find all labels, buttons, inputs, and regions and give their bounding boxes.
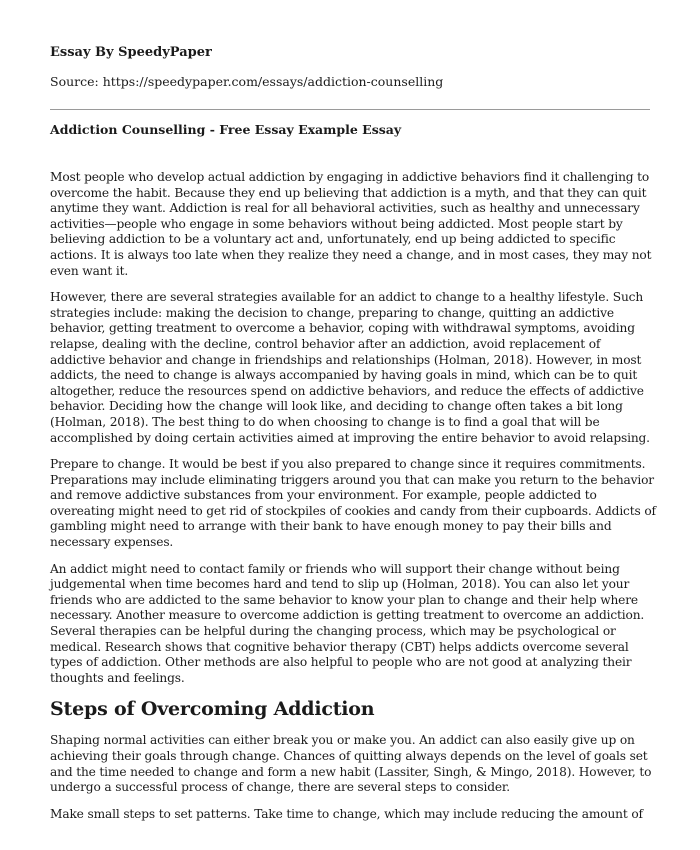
paragraph: Most people who develop actual addiction by engaging in addictive behaviors find it challenging to overcome the habit. Because they end up believing that addiction is a myth, and that they can quit anytime they want. Addiction is real for all behavioral activities, such as healthy and unnecessary activities—people who engage in some behaviors without being addicted. Most people start by believing addiction to be a voluntary act and, unfortunately, end up being addicted to specific actions. It is always too late when they realize they need a change, and in most cases, they may not even want it. [50, 170, 652, 278]
paragraph: Shaping normal activities can either break you or make you. An addict can also easily give up on achieving their goals through change. Chances of quitting always depends on the level of goals set and the time needed to change and form a new habit (Lassiter, Singh, & Mingo, 2018). However, to undergo a successful process of change, there are several steps to consider. [50, 733, 652, 795]
source-line: Source: https://speedypaper.com/essays/addiction-counselling [50, 74, 444, 89]
paragraph: Prepare to change. It would be best if you also prepared to change since it requires commitments. Preparations may include eliminating triggers around you that can make you return to the behavior and remove addictive substances from your environment. For example, people addicted to overeating might need to get rid of stockpiles of cookies and candy from their cupboards. Addicts of gambling might need to arrange with their bank to have enough money to pay their bills and necessary expenses. [50, 457, 656, 550]
paragraph: However, there are several strategies available for an addict to change to a healthy lifestyle. Such strategies include: making the decision to change, preparing to change, quitting an addictive behavior, getting treatment to overcome a behavior, coping with withdrawal symptoms, avoiding relapse, dealing with the decline, control behavior after an addiction, avoid replacement of addictive behavior and change in friendships and relationships (Holman, 2018). However, in most addicts, the need to change is always accompanied by having goals in mind, which can be to quit altogether, reduce the resources spend on addictive behaviors, and reduce the effects of addictive behavior. Deciding how the change will look like, and deciding to change often takes a bit long (Holman, 2018). The best thing to do when choosing to change is to find a goal that will be accomplished by doing certain activities aimed at improving the entire behavior to avoid relapsing. [50, 290, 650, 445]
section-heading: Steps of Overcoming Addiction [50, 698, 375, 721]
paragraph: Make small steps to set patterns. Take time to change, which may include reducing the amount of [50, 806, 643, 821]
paragraph: An addict might need to contact family or friends who will support their change without being judgemental when time becomes hard and tend to slip up (Holman, 2018). You can also let your friends who are addicted to the same behavior to know your plan to change and their help where necessary. Another measure to overcome addiction is getting treatment to overcome an addiction. Several therapies can be helpful during the changing process, which may be psychological or medical. Research shows that cognitive behavior therapy (CBT) helps addicts overcome several types of addiction. Other methods are also helpful to people who are not good at analyzing their thoughts and feelings. [50, 561, 645, 685]
essay-title: Addiction Counselling - Free Essay Example Essay [50, 122, 402, 137]
document-header-title: Essay By SpeedyPaper [50, 45, 212, 60]
essay-body [50, 170, 656, 833]
header-divider [50, 109, 650, 110]
